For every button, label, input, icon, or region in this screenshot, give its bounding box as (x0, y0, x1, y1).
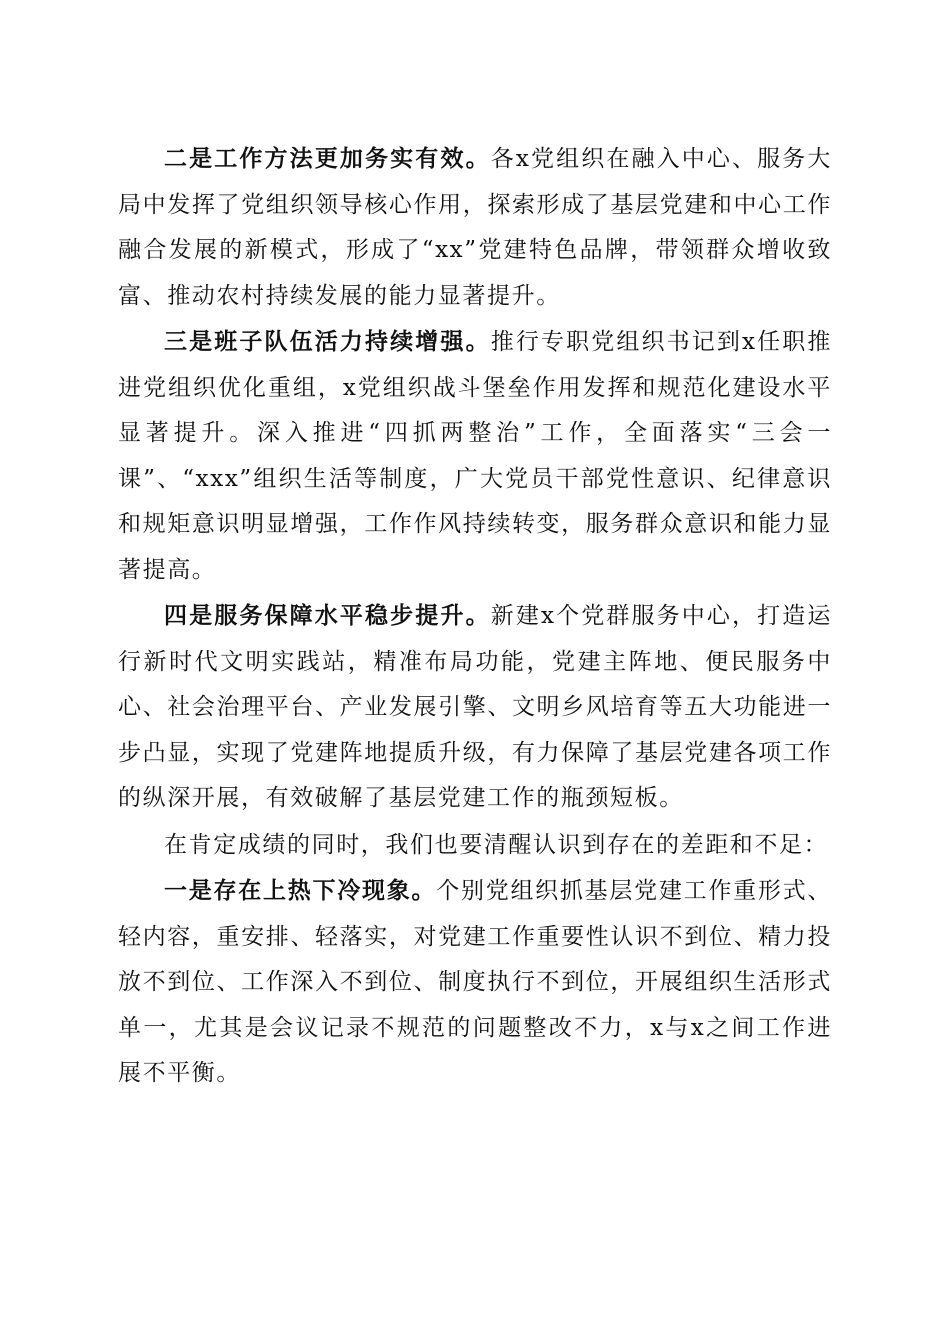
paragraph-lead: 四是服务保障水平稳步提升。 (164, 602, 491, 629)
paragraph-lead: 一是存在上热下冷现象。 (164, 877, 437, 904)
paragraph-lead: 二是工作方法更加务实有效。 (164, 145, 491, 172)
paragraph-body: 个别党组织抓基层党建工作重形式、轻内容，重安排、轻落实，对党建工作重要性认识不到位、精力投放不到位、工作深入不到位、制度执行不到位，开展组织生活形式单一，尤其是会议记录不规范的问题整改不力，x与x之间工作进展不平衡。 (118, 878, 832, 1086)
paragraph-body: 推行专职党组织书记到x任职推进党组织优化重组，x党组织战斗堡垒作用发挥和规范化建设水平显著提升。深入推进“四抓两整治”工作，全面落实“三会一课”、“xxx”组织生活等制度，广大党员干部党性意识、纪律意识和规矩意识明显增强，工作作风持续转变，服务群众意识和能力显著提高。 (118, 329, 832, 583)
paragraph-work-method (118, 136, 832, 319)
paragraph-body: 各x党组织在融入中心、服务大局中发挥了党组织领导核心作用，探索形成了基层党建和中心工作融合发展的新模式，形成了“xx”党建特色品牌，带领群众增收致富、推动农村持续发展的能力显著提升。 (118, 146, 832, 309)
paragraph-transition (118, 822, 832, 869)
paragraph-lead: 三是班子队伍活力持续增强。 (164, 328, 491, 355)
document-page (118, 136, 832, 1097)
paragraph-team-vitality (118, 319, 832, 593)
paragraph-shortcoming (118, 868, 832, 1097)
paragraph-service-support (118, 593, 832, 822)
paragraph-body: 新建x个党群服务中心，打造运行新时代文明实践站，精准布局功能，党建主阵地、便民服务中心、社会治理平台、产业发展引擎、文明乡风培育等五大功能进一步凸显，实现了党建阵地提质升级，有力保障了基层党建各项工作的纵深开展，有效破解了基层党建工作的瓶颈短板。 (118, 603, 832, 811)
paragraph-body: 在肯定成绩的同时，我们也要清醒认识到存在的差距和不足： (164, 831, 829, 858)
